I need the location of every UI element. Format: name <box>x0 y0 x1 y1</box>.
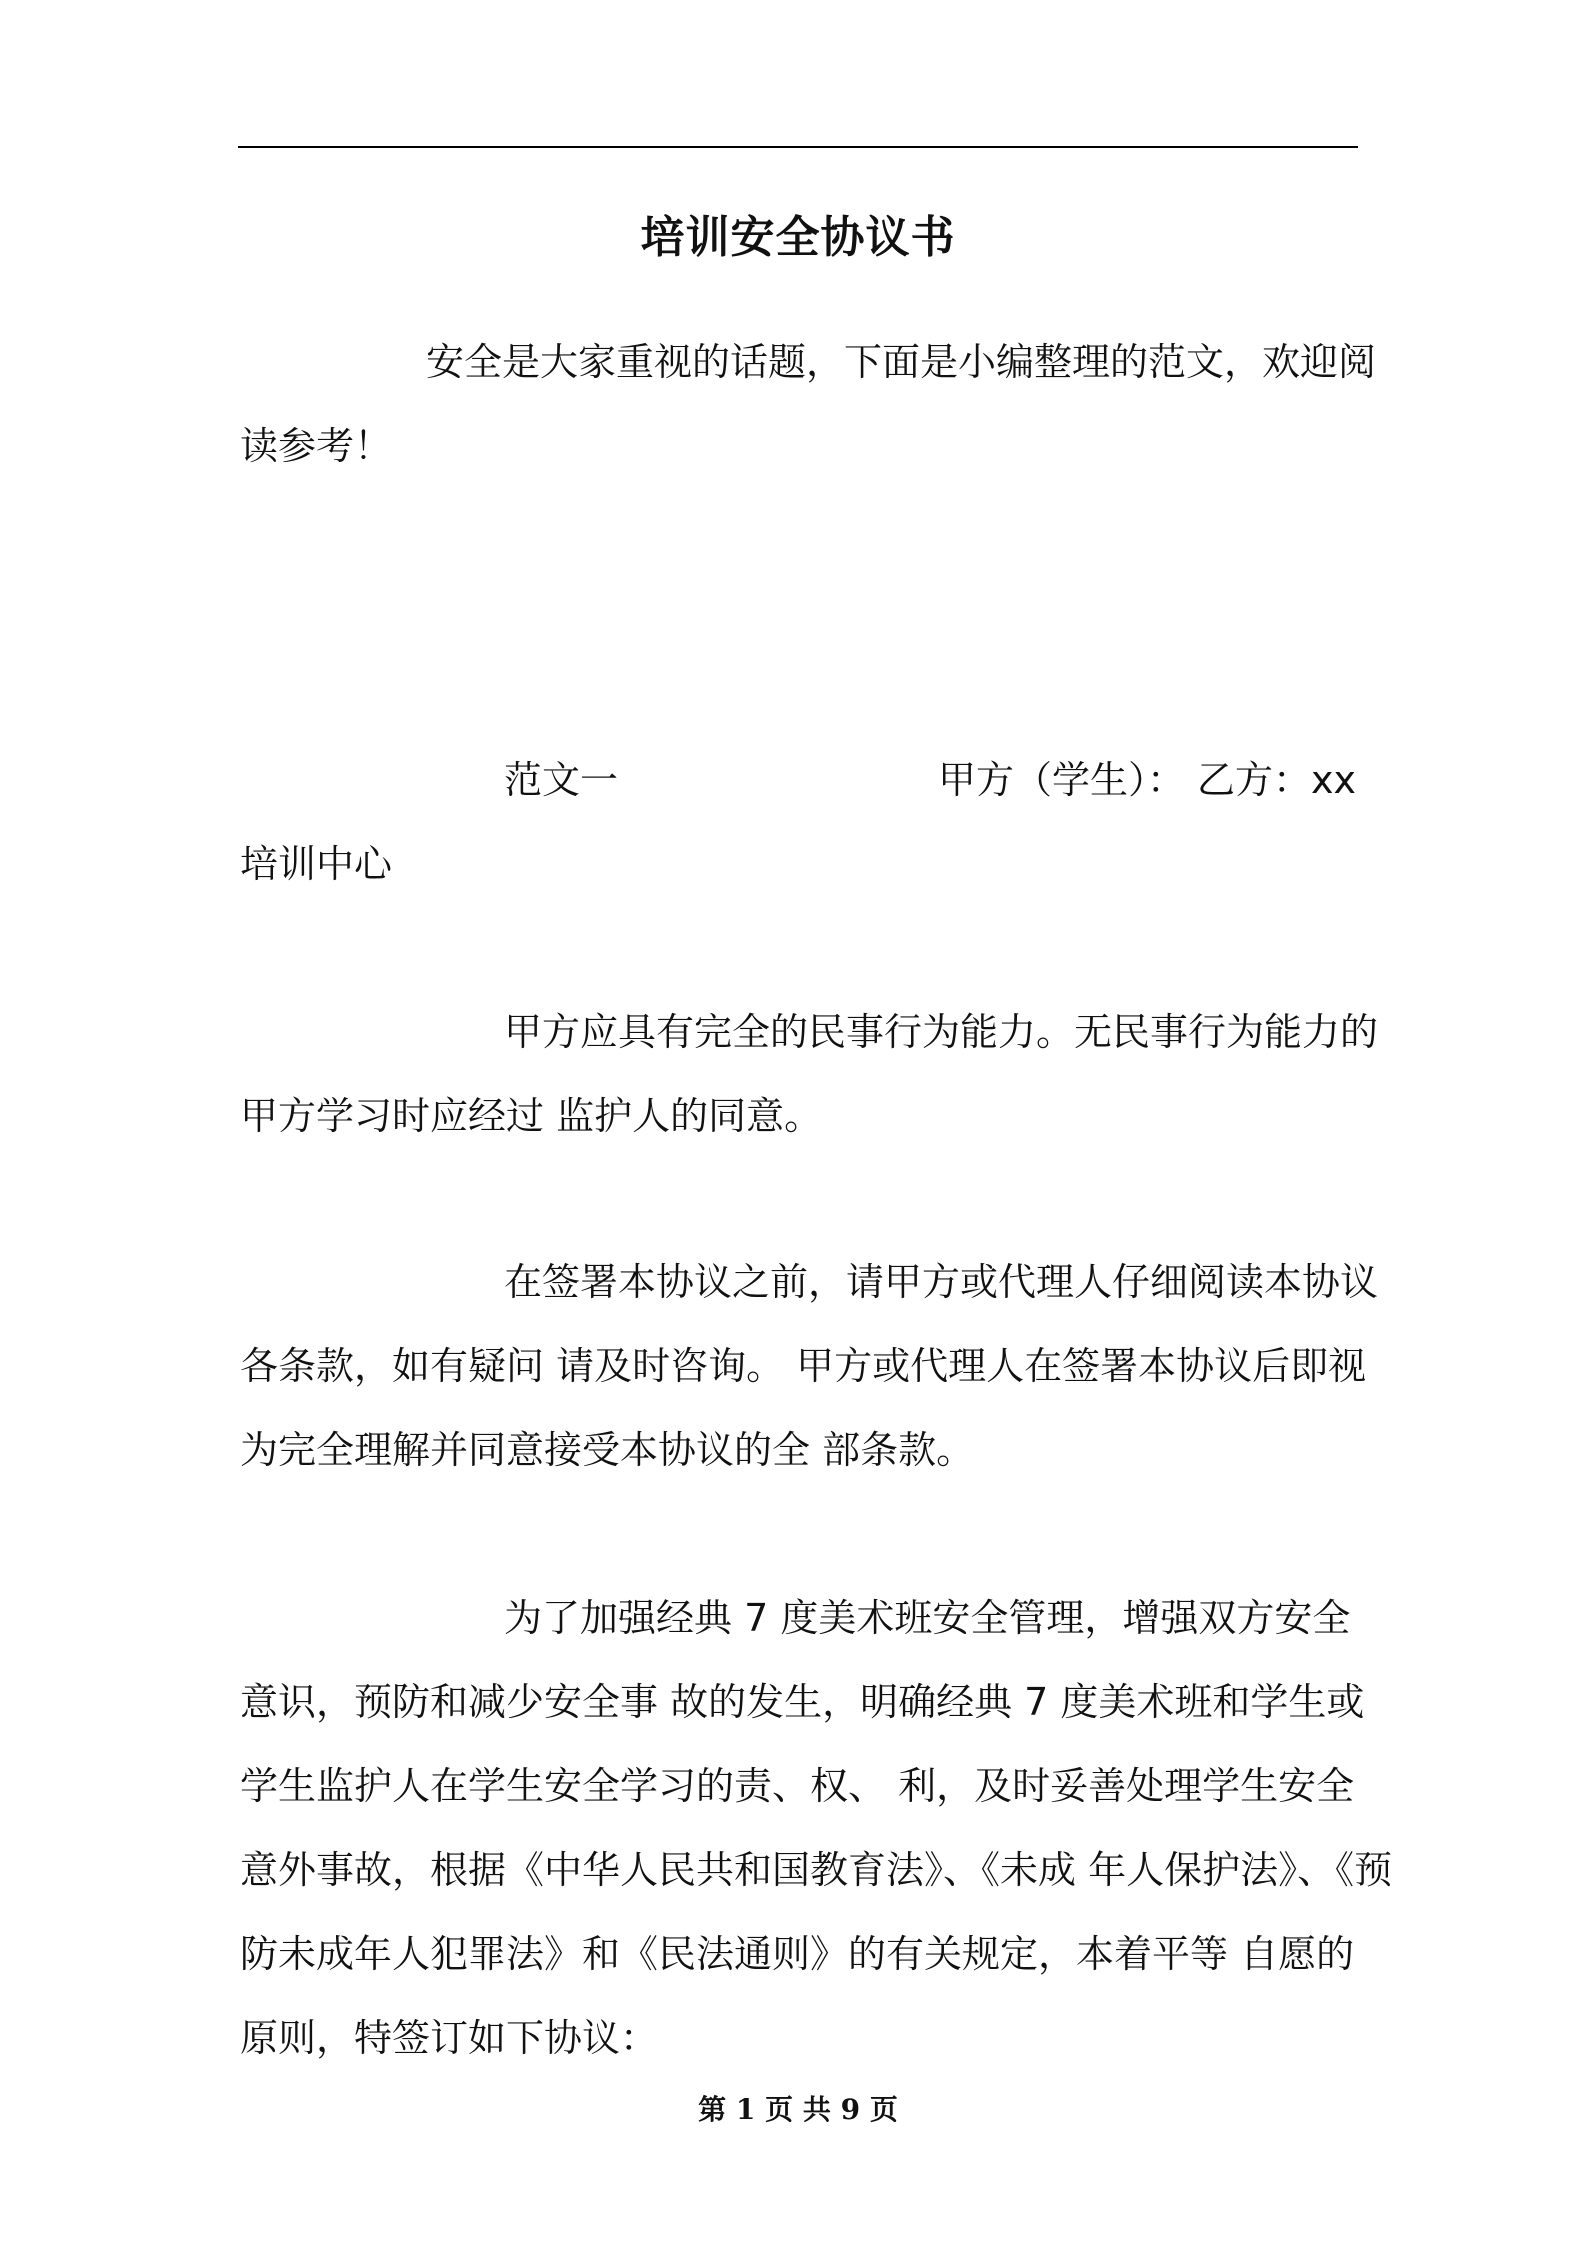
section-header-row <box>240 738 1356 822</box>
paragraph-purpose <box>240 1576 1393 2080</box>
section-header <box>240 738 1356 906</box>
document-title: 培训安全协议书 <box>640 212 956 263</box>
para3-line-1: 为了加强经典 7 度美术班安全管理，增强双方安全 <box>504 1596 1351 1640</box>
parties-label: 甲方（学生）： 乙方：xx <box>937 758 1356 802</box>
intro-line-2: 读参考！ <box>240 424 393 468</box>
para2-line-1: 在签署本协议之前，请甲方或代理人仔细阅读本协议 <box>504 1260 1379 1304</box>
intro-paragraph <box>240 320 1377 488</box>
para3-line-3: 学生监护人在学生安全学习的责、权、 利，及时妥善处理学生安全 <box>240 1764 1355 1808</box>
para1-line-2: 甲方学习时应经过 监护人的同意。 <box>240 1094 823 1138</box>
para2-line-2: 各条款，如有疑问 请及时咨询。 甲方或代理人在签署本协议后即视 <box>240 1344 1367 1388</box>
section-label: 范文一 <box>504 758 619 802</box>
para2-line-3: 为完全理解并同意接受本协议的全 部条款。 <box>240 1428 975 1472</box>
para3-line-2: 意识，预防和减少安全事 故的发生，明确经典 7 度美术班和学生或 <box>240 1680 1365 1724</box>
para3-line-6: 原则，特签订如下协议： <box>240 2016 659 2060</box>
para1-line-1: 甲方应具有完全的民事行为能力。无民事行为能力的 <box>504 1010 1379 1054</box>
header-rule <box>238 146 1358 148</box>
para3-line-5: 防未成年人犯罪法》和《民法通则》的有关规定，本着平等 自愿的 <box>240 1932 1355 1976</box>
paragraph-read-before-signing <box>240 1240 1379 1492</box>
page-number-footer: 第 1 页 共 9 页 <box>698 2093 898 2126</box>
para3-line-4: 意外事故，根据《中华人民共和国教育法》、《未成 年人保护法》、《预 <box>240 1848 1393 1892</box>
section-header-continuation: 培训中心 <box>240 842 393 886</box>
paragraph-capacity <box>240 990 1379 1158</box>
intro-line-1: 安全是大家重视的话题，下面是小编整理的范文，欢迎阅 <box>426 340 1377 384</box>
